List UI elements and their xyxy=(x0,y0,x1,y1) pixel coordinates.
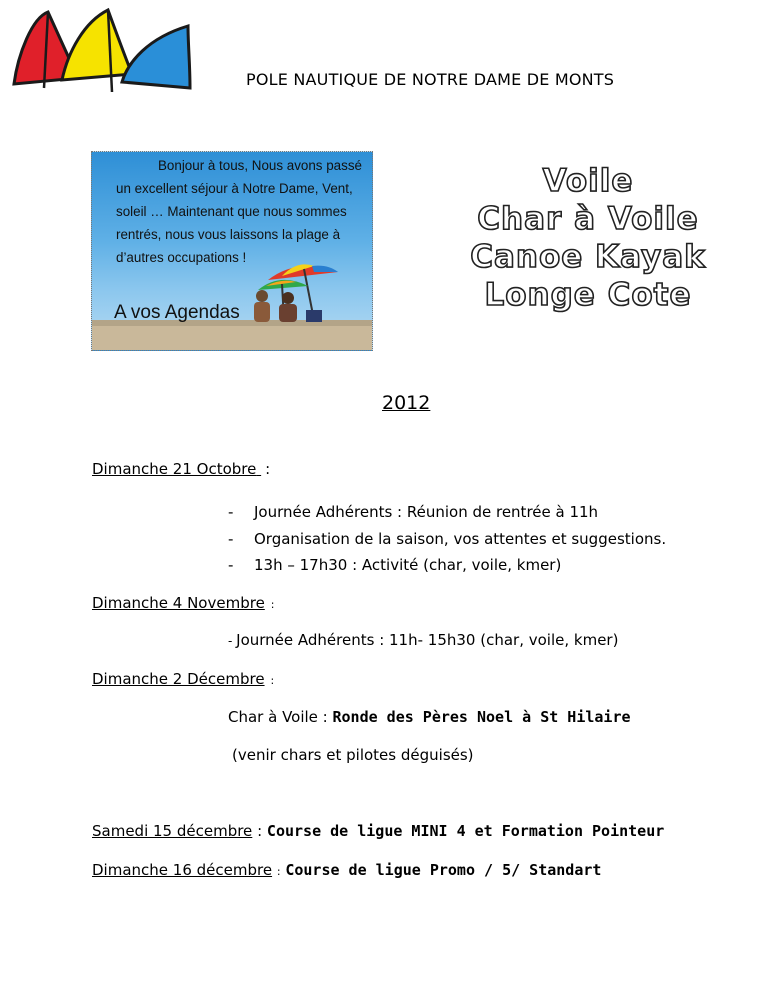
event-detail-bold: Ronde des Pères Noel à St Hilaire xyxy=(332,708,631,726)
event-date-colon: : xyxy=(276,865,281,878)
event-date-label: Samedi 15 décembre xyxy=(92,822,253,840)
list-item: - Organisation de la saison, vos attentes et suggestions. xyxy=(228,530,667,548)
event-date xyxy=(92,460,270,478)
event-date-colon: : xyxy=(265,460,271,478)
list-item-text: 13h – 17h30 : Activité (char, voile, kmer) xyxy=(254,556,562,574)
activity-voile: Voile xyxy=(542,163,634,199)
event-date-label: Dimanche 4 Novembre xyxy=(92,594,265,612)
activities-list xyxy=(438,162,738,314)
list-item: - Journée Adhérents : Réunion de rentrée à 11h xyxy=(228,503,599,521)
event-line xyxy=(92,822,664,840)
event-date-colon: : xyxy=(270,598,275,611)
event-date-label: Dimanche 21 Octobre xyxy=(92,460,257,478)
list-item-text: Organisation de la saison, vos attentes et suggestions. xyxy=(254,530,667,548)
event-detail-bold: Course de ligue MINI 4 et Formation Pointeur xyxy=(266,822,665,840)
event-date xyxy=(92,594,275,612)
list-item-text: Journée Adhérents : Réunion de rentrée à 11h xyxy=(254,503,599,521)
event-date-label: Dimanche 2 Décembre xyxy=(92,670,265,688)
beach-photo xyxy=(91,151,373,351)
event-detail xyxy=(228,708,631,726)
event-date-label: Dimanche 16 décembre xyxy=(92,861,273,879)
list-item: - Journée Adhérents : 11h- 15h30 (char, voile, kmer) xyxy=(228,631,619,649)
activity-char-a-voile: Char à Voile xyxy=(477,201,699,237)
event-detail-bold: Course de ligue Promo / 5/ Standart xyxy=(285,861,602,879)
photo-agenda-caption: A vos Agendas xyxy=(114,302,240,323)
activity-longe-cote: Longe Cote xyxy=(484,277,692,313)
year-heading: 2012 xyxy=(382,392,431,414)
event-note: (venir chars et pilotes déguisés) xyxy=(232,746,474,764)
event-date-colon: : xyxy=(257,822,263,840)
event-date-colon: : xyxy=(270,674,275,687)
event-detail-prefix: Char à Voile : xyxy=(228,708,333,726)
event-date xyxy=(92,670,274,688)
sails-logo xyxy=(8,4,194,94)
list-item: - 13h – 17h30 : Activité (char, voile, kmer) xyxy=(228,556,562,574)
list-item-text: Journée Adhérents : 11h- 15h30 (char, voile, kmer) xyxy=(236,631,619,649)
organization-title: POLE NAUTIQUE DE NOTRE DAME DE MONTS xyxy=(246,70,615,89)
activity-canoe-kayak: Canoe Kayak xyxy=(470,239,706,275)
photo-message: Bonjour à tous, Nous avons passé un excellent séjour à Notre Dame, Vent, soleil … Maintenant que nous sommes rentrés, nous vous laissons la plage à d’autres occupations ! xyxy=(116,158,362,265)
event-line xyxy=(92,861,601,879)
